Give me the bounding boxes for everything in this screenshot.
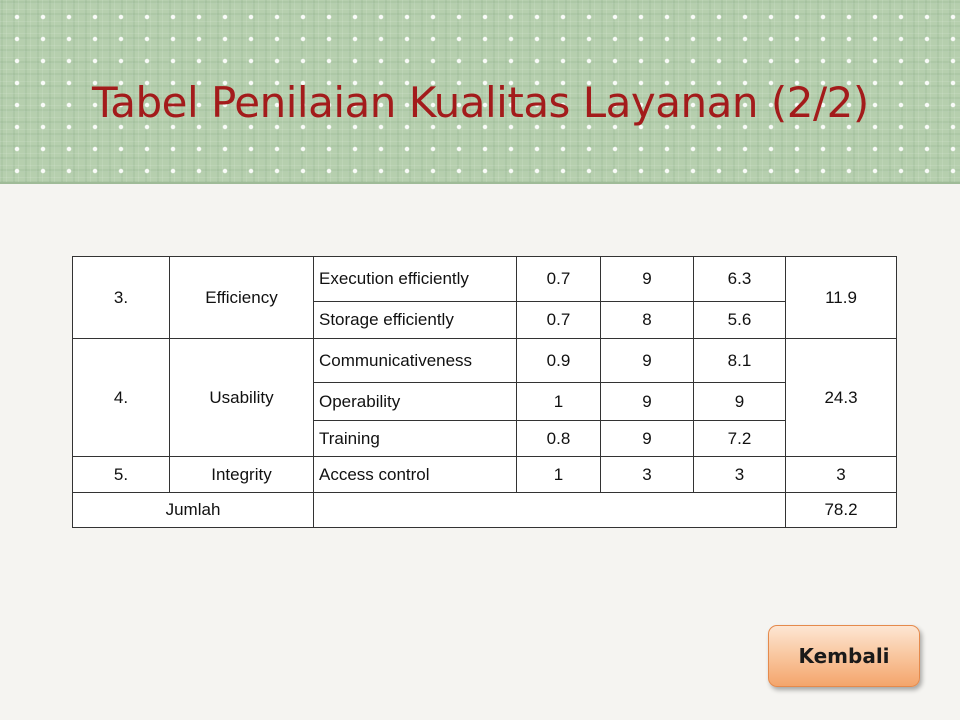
score-cell: 8 — [601, 302, 694, 339]
weight-cell: 0.7 — [517, 257, 601, 302]
weight-cell: 0.9 — [517, 339, 601, 383]
value-cell: 3 — [694, 457, 786, 493]
weight-cell: 0.7 — [517, 302, 601, 339]
subcriterion-cell: Training — [314, 421, 517, 457]
quality-score-table — [72, 256, 897, 528]
group-total-cell: 24.3 — [786, 339, 897, 457]
row-number: 3. — [73, 257, 170, 339]
group-total-cell: 3 — [786, 457, 897, 493]
row-number: 5. — [73, 457, 170, 493]
subcriterion-cell: Storage efficiently — [314, 302, 517, 339]
score-cell: 9 — [601, 257, 694, 302]
subcriterion-cell: Execution efficiently — [314, 257, 517, 302]
back-button[interactable]: Kembali — [768, 625, 920, 687]
sum-label: Jumlah — [73, 493, 314, 528]
score-cell: 9 — [601, 421, 694, 457]
score-cell: 9 — [601, 383, 694, 421]
row-number: 4. — [73, 339, 170, 457]
table-row — [73, 457, 897, 493]
criterion-cell: Integrity — [170, 457, 314, 493]
value-cell: 5.6 — [694, 302, 786, 339]
criterion-cell: Usability — [170, 339, 314, 457]
subcriterion-cell: Communicativeness — [314, 339, 517, 383]
page-title: Tabel Penilaian Kualitas Layanan (2/2) — [92, 78, 869, 127]
score-cell: 9 — [601, 339, 694, 383]
score-cell: 3 — [601, 457, 694, 493]
table-footer-row — [73, 493, 897, 528]
weight-cell: 1 — [517, 457, 601, 493]
grand-total-cell: 78.2 — [786, 493, 897, 528]
criterion-cell: Efficiency — [170, 257, 314, 339]
subcriterion-cell: Access control — [314, 457, 517, 493]
weight-cell: 1 — [517, 383, 601, 421]
subcriterion-cell: Operability — [314, 383, 517, 421]
value-cell: 7.2 — [694, 421, 786, 457]
table-row — [73, 339, 897, 383]
value-cell: 6.3 — [694, 257, 786, 302]
banner-divider — [0, 182, 960, 184]
weight-cell: 0.8 — [517, 421, 601, 457]
empty-cell — [314, 493, 786, 528]
group-total-cell: 11.9 — [786, 257, 897, 339]
value-cell: 9 — [694, 383, 786, 421]
table-row — [73, 257, 897, 302]
value-cell: 8.1 — [694, 339, 786, 383]
